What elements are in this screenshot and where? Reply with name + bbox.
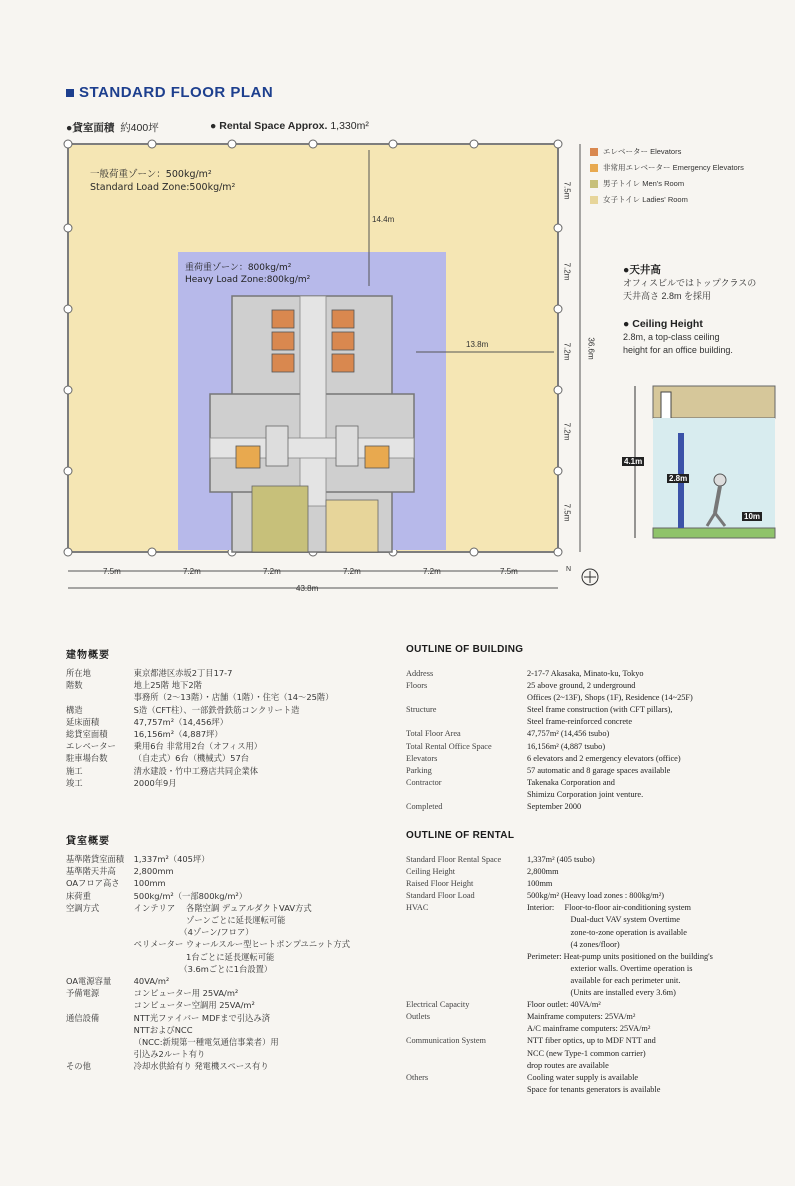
dim-bottom-6: 7.5m [500,567,518,576]
elevator-5 [332,332,354,350]
table-row: drop routes are available [527,1060,609,1070]
table-row: 通信設備 NTT光ファイバー MDFまで引込み済 [66,1012,271,1023]
table-row: exterior walls. Overtime operation is [527,963,693,973]
person-icon [714,474,726,486]
elevator-6 [332,354,354,372]
table-row: Standard Floor Rental Space 1,337m² (405 tsubo) [406,855,595,864]
page-title-text: STANDARD FLOOR PLAN [79,84,274,101]
mens-room [252,486,308,552]
legend-label: 非常用エレベーター Emergency Elevators [603,163,744,172]
ceiling-en-text1: 2.8m, a top-class ceiling [623,332,720,342]
ceiling-jp-text2: 天井高さ 2.8m を採用 [623,291,712,301]
table-row: Total Rental Office Space 16,156m² (4,887 tsubo) [406,741,606,751]
rental-jp-title: 貸室概要 [66,836,110,847]
heavy-zone-en: Heavy Load Zone:800kg/m² [185,275,311,285]
building-jp-table [66,667,334,789]
table-row: 竣工 2000年9月 [66,777,177,788]
general-zone-label [90,168,235,194]
building-en-table [406,668,693,813]
table-row: その他 冷却水供給有り 発電機スペース有り [66,1061,269,1072]
table-row: OAフロア高さ 100mm [66,878,166,889]
legend-label: 男子トイレ Men's Room [603,179,685,188]
legend-item-elevators [590,146,681,157]
elevator-4 [332,310,354,328]
table-row: (Units are installed every 3.6m) [527,988,676,998]
page-title [66,84,273,101]
rental-area-en-label: ● Rental Space Approx. [210,120,328,132]
table-row: Floors 25 above ground, 2 underground [406,681,636,691]
rental-area-en [210,120,369,132]
heavy-zone-label [185,262,310,286]
table-row: ペリメーター ウォールスルー型ヒートポンプユニット方式 [133,939,351,950]
legend-swatch [590,148,598,156]
dim-right-2: 7.2m [562,262,572,281]
table-row: NCC (new Type-1 common carrier) [527,1048,646,1058]
dim-floor-height: 10m [744,512,761,521]
floor-plan [60,136,600,606]
title-square-icon [66,89,74,97]
table-row: 1台ごとに延長運転可能 [133,951,275,962]
general-zone-en: Standard Load Zone:500kg/m² [90,182,236,193]
table-row: 所在地 東京都港区赤坂2丁目17-7 [66,668,233,678]
stair-left [266,426,288,466]
rental-jp-table [66,853,350,1073]
dim-right-3: 7.2m [562,342,572,361]
dim-right-5: 7.5m [562,503,572,522]
table-row: Others Cooling water supply is available [406,1072,639,1082]
table-row: Shimizu Corporation joint venture. [527,789,644,799]
table-row: Electrical Capacity Floor outlet: 40VA/m² [406,1000,601,1010]
raised-floor [653,528,775,538]
table-row: Structure Steel frame construction (with CFT pillars), [406,705,673,715]
table-row: 基準階天井高 2,800mm [66,866,174,877]
table-row: Elevators 6 elevators and 2 emergency elevators (office) [406,753,681,763]
table-row: 駐車場台数 （自走式）6台（機械式）57台 [66,753,250,764]
table-row: OA電源容量 40VA/m² [66,976,170,987]
heavy-zone-jp: 重荷重ゾーン：800kg/m² [185,263,292,273]
general-zone-jp: 一般荷重ゾーン：500kg/m² [90,169,212,180]
table-row: Contractor Takenaka Corporation and [406,777,615,787]
ceiling-jp-text1: オフィスビルではトップクラスの [623,278,757,288]
dim-bottom-1: 7.5m [103,567,121,576]
table-row: Perimeter: Heat-pump units positioned on the building's [527,951,713,961]
ceiling-en-head: ● Ceiling Height [623,318,703,330]
table-row: コンピューター空調用 25VA/m² [133,1000,255,1011]
table-row: zone-to-zone operation is available [527,927,687,937]
building-en-title: OUTLINE OF BUILDING [406,644,524,655]
rental-area-en-value: 1,330m² [330,120,369,132]
table-row: 施工 清水建設・竹中工務店共同企業体 [66,765,259,776]
stair-right [336,426,358,466]
table-row: 空調方式 インテリア 各階空調 デュアルダクトVAV方式 [66,902,312,913]
table-row: エレベーター 乗用6台 非常用2台（オフィス用） [66,741,263,752]
table-row: （3.6mごとに1台設置） [133,963,273,974]
dim-right-1: 7.5m [562,181,572,200]
legend-swatch [590,164,598,172]
table-row: Offices (2~13F), Shops (1F), Residence (14~25F) [527,693,693,703]
table-row: 構造 S造（CFT柱）、一部鉄骨鉄筋コンクリート造 [66,704,300,715]
table-row: Raised Floor Height 100mm [406,879,553,889]
legend-swatch [590,196,598,204]
table-row: A/C mainframe computers: 25VA/m² [527,1024,651,1034]
table-row: 予備電源 コンピューター用 25VA/m² [66,988,239,999]
rental-area-jp-value: 約400坪 [120,122,159,134]
legend-swatch [590,180,598,188]
elevator-2 [272,332,294,350]
rental-en-table [406,854,713,1096]
dim-ceiling-height: 2.8m [669,474,688,483]
table-row: Communication System NTT fiber optics, up to MDF NTT and [406,1036,656,1046]
ceiling-jp-head: ●天井高 [623,264,661,276]
legend-label: 女子トイレ Ladies' Room [603,195,688,204]
table-row: Completed September 2000 [406,802,582,812]
table-row: 引込み2ルート有り [133,1049,206,1060]
table-row: Space for tenants generators is available [527,1084,661,1094]
emergency-elevator-1 [236,446,260,468]
legend-label: エレベーター Elevators [603,147,682,156]
table-row: 階数 地上25階 地下2階 [66,680,202,691]
table-row: (4 zones/floor) [527,939,620,949]
dim-right-4: 7.2m [562,422,572,441]
table-row: 床荷重 500kg/m²（一部800kg/m²） [66,890,248,901]
table-row: Standard Floor Load 500kg/m² (Heavy load zones : 800kg/m²) [406,891,665,901]
table-row: Parking 57 automatic and 8 garage spaces available [406,765,671,775]
table-row: 延床面積 47,757m²（14,456坪） [66,716,229,727]
table-row: Dual-duct VAV system Overtime [527,915,680,925]
building-jp-title: 建物概要 [66,650,110,661]
dim-ceiling-total: 4.1m [624,457,643,466]
legend-item-mens [590,178,684,189]
dim-horizontal-core: 13.8m [466,340,489,349]
rental-area-jp-label: ●貸室面積 [66,122,115,134]
rental-en-title: OUTLINE OF RENTAL [406,830,515,841]
table-row: 事務所（2〜13階）・店舗（1階）・住宅（14〜25階） [133,692,334,703]
dim-total-width: 43.8m [296,584,319,593]
elevator-1 [272,310,294,328]
table-row: （4ゾーン/フロア） [133,927,254,938]
table-row: available for each perimeter unit. [527,975,681,985]
beam [661,392,671,420]
ladies-room [326,500,378,552]
table-row: HVAC Interior: Floor-to-floor air-conditioning system [406,903,691,913]
dim-bottom-4: 7.2m [343,567,361,576]
dim-bottom-5: 7.2m [423,567,441,576]
legend-item-emergency [590,162,744,173]
rental-area-jp [66,120,159,135]
ceiling-jp [623,264,756,303]
table-row: 基準階貸室面積 1,337m²（405坪） [66,854,210,864]
table-row: Address 2-17-7 Akasaka, Minato-ku, Tokyo [406,669,644,678]
building-core [210,296,414,552]
table-row: Ceiling Height 2,800mm [406,867,559,877]
ceiling-en-text2: height for an office building. [623,345,733,355]
table-row: ゾーンごとに延長運転可能 [133,915,286,926]
dim-vertical-top: 14.4m [372,215,395,224]
table-row: NTTおよびNCC [133,1024,193,1035]
table-row: Total Floor Area 47,757m² (14,456 tsubo) [406,729,610,739]
table-row: （NCC:新規第一種電気通信事業者）用 [133,1037,279,1048]
emergency-elevator-2 [365,446,389,468]
dim-bottom-2: 7.2m [183,567,201,576]
north-label: N [566,566,572,573]
dim-total-depth: 36.6m [586,337,596,360]
dim-bottom-3: 7.2m [263,567,281,576]
table-row: 総貸室面積 16,156m²（4,887坪） [66,729,223,740]
table-row: Outlets Mainframe computers: 25VA/m² [406,1012,636,1022]
ceiling-en [623,318,733,357]
elevator-3 [272,354,294,372]
table-row: Steel frame-reinforced concrete [527,717,633,727]
legend-item-ladies [590,194,688,205]
